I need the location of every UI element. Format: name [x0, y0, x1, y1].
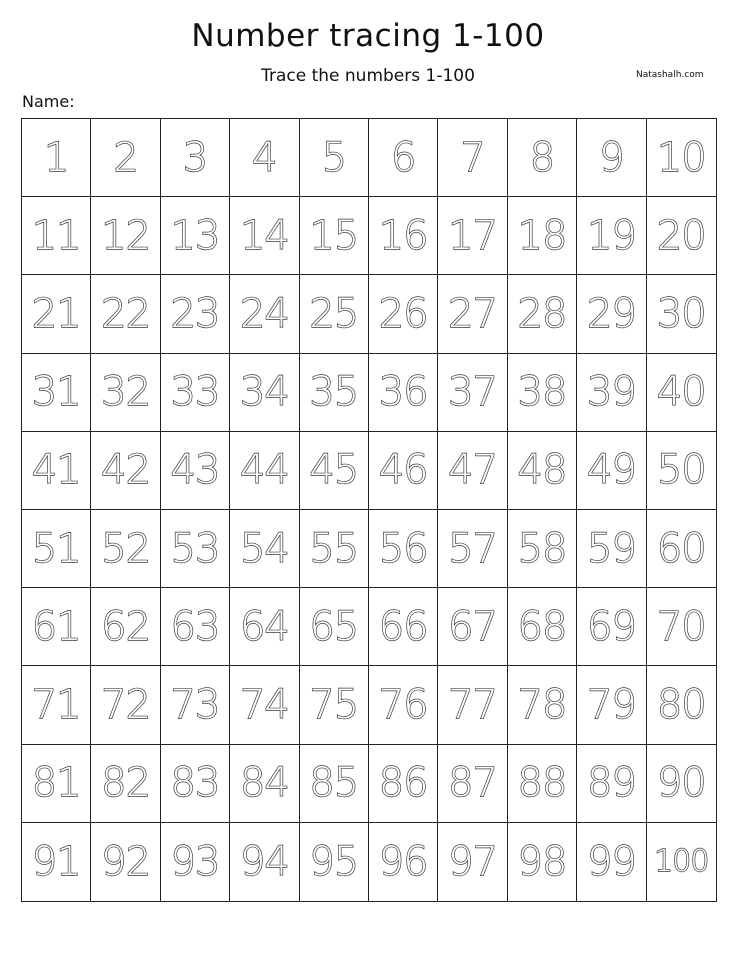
tracing-number: 77	[448, 681, 498, 728]
grid-cell	[577, 588, 646, 666]
grid-cell	[438, 197, 507, 275]
tracing-number: 96	[378, 838, 428, 885]
grid-cell	[300, 745, 369, 823]
grid-cell	[647, 510, 716, 588]
tracing-number: 16	[378, 212, 428, 259]
tracing-number: 98	[517, 838, 567, 885]
tracing-number: 23	[170, 290, 220, 337]
grid-cell	[91, 823, 160, 901]
tracing-number: 81	[31, 760, 81, 807]
grid-cell	[647, 745, 716, 823]
grid-cell	[647, 666, 716, 744]
grid-cell	[508, 354, 577, 432]
tracing-number: 15	[309, 212, 359, 259]
tracing-number: 76	[378, 681, 428, 728]
tracing-number: 32	[101, 369, 151, 416]
grid-cell	[508, 588, 577, 666]
tracing-number: 64	[239, 603, 289, 650]
grid-cell	[91, 666, 160, 744]
grid-cell	[577, 354, 646, 432]
tracing-number: 59	[586, 525, 636, 572]
grid-cell	[438, 510, 507, 588]
grid-cell	[230, 823, 299, 901]
grid-cell	[230, 432, 299, 510]
tracing-number: 97	[448, 838, 498, 885]
grid-cell	[647, 823, 716, 901]
tracing-number: 100	[654, 843, 709, 879]
grid-cell	[577, 119, 646, 197]
grid-cell	[369, 197, 438, 275]
name-label: Name:	[22, 92, 75, 111]
grid-cell	[647, 119, 716, 197]
tracing-number: 21	[31, 290, 81, 337]
tracing-number: 38	[517, 369, 567, 416]
grid-cell	[438, 275, 507, 353]
tracing-number: 14	[239, 212, 289, 259]
tracing-number: 33	[170, 369, 220, 416]
tracing-number: 51	[31, 525, 81, 572]
grid-cell	[508, 432, 577, 510]
tracing-number: 17	[448, 212, 498, 259]
grid-cell	[161, 666, 230, 744]
grid-cell	[369, 510, 438, 588]
tracing-number: 75	[309, 681, 359, 728]
tracing-number: 41	[31, 447, 81, 494]
grid-cell	[647, 354, 716, 432]
grid-cell	[230, 510, 299, 588]
grid-cell	[369, 354, 438, 432]
tracing-number: 26	[378, 290, 428, 337]
tracing-number: 47	[448, 447, 498, 494]
tracing-number: 10	[656, 134, 706, 181]
grid-cell	[22, 197, 91, 275]
grid-cell	[161, 432, 230, 510]
tracing-number: 5	[321, 134, 347, 181]
tracing-number: 43	[170, 447, 220, 494]
grid-cell	[577, 510, 646, 588]
grid-cell	[230, 354, 299, 432]
grid-cell	[300, 275, 369, 353]
grid-cell	[438, 823, 507, 901]
tracing-number: 62	[101, 603, 151, 650]
grid-cell	[438, 666, 507, 744]
tracing-number: 79	[586, 681, 636, 728]
tracing-number: 95	[309, 838, 359, 885]
tracing-number: 56	[378, 525, 428, 572]
grid-cell	[22, 275, 91, 353]
tracing-number: 52	[101, 525, 151, 572]
tracing-number: 86	[378, 760, 428, 807]
tracing-number: 50	[656, 447, 706, 494]
tracing-number: 68	[517, 603, 567, 650]
tracing-number: 35	[309, 369, 359, 416]
grid-cell	[161, 510, 230, 588]
page-subtitle: Trace the numbers 1-100	[261, 66, 475, 86]
tracing-number: 36	[378, 369, 428, 416]
tracing-number: 49	[586, 447, 636, 494]
grid-cell	[230, 197, 299, 275]
tracing-number: 88	[517, 760, 567, 807]
grid-cell	[369, 588, 438, 666]
grid-cell	[300, 432, 369, 510]
grid-cell	[647, 275, 716, 353]
tracing-number: 4	[252, 134, 277, 181]
tracing-number: 28	[517, 290, 567, 337]
tracing-number: 18	[517, 212, 567, 259]
grid-cell	[577, 666, 646, 744]
grid-cell	[22, 354, 91, 432]
grid-cell	[230, 588, 299, 666]
tracing-number: 19	[586, 212, 636, 259]
grid-cell	[91, 745, 160, 823]
grid-cell	[508, 197, 577, 275]
grid-cell	[300, 119, 369, 197]
tracing-number: 63	[170, 603, 220, 650]
tracing-number: 92	[101, 838, 151, 885]
tracing-number: 25	[309, 290, 359, 337]
grid-cell	[369, 666, 438, 744]
tracing-number: 3	[182, 134, 208, 181]
page-title: Number tracing 1-100	[191, 18, 545, 54]
grid-cell	[508, 666, 577, 744]
tracing-number: 90	[656, 760, 706, 807]
tracing-number: 42	[101, 447, 151, 494]
grid-cell	[161, 197, 230, 275]
grid-cell	[508, 119, 577, 197]
grid-cell	[91, 275, 160, 353]
tracing-number: 9	[599, 134, 624, 181]
tracing-number: 44	[239, 447, 289, 494]
tracing-number: 11	[31, 212, 81, 259]
grid-cell	[647, 432, 716, 510]
tracing-number: 24	[239, 290, 289, 337]
grid-cell	[161, 823, 230, 901]
tracing-number: 1	[43, 134, 69, 181]
grid-cell	[438, 745, 507, 823]
grid-cell	[161, 275, 230, 353]
tracing-number: 61	[31, 603, 81, 650]
source-credit: Natashalh.com	[636, 70, 704, 80]
grid-cell	[369, 275, 438, 353]
grid-cell	[577, 432, 646, 510]
tracing-number: 53	[170, 525, 220, 572]
tracing-number: 71	[31, 681, 81, 728]
grid-cell	[647, 588, 716, 666]
tracing-number: 72	[101, 681, 151, 728]
grid-cell	[300, 666, 369, 744]
grid-cell	[577, 745, 646, 823]
tracing-number: 85	[309, 760, 359, 807]
tracing-number: 99	[586, 838, 636, 885]
tracing-number: 89	[586, 760, 636, 807]
grid-cell	[230, 745, 299, 823]
tracing-number: 45	[309, 447, 359, 494]
tracing-number: 13	[170, 212, 220, 259]
tracing-number: 70	[656, 603, 706, 650]
grid-cell	[577, 275, 646, 353]
tracing-number: 39	[586, 369, 636, 416]
tracing-number: 57	[448, 525, 498, 572]
tracing-number: 78	[517, 681, 567, 728]
tracing-number: 58	[517, 525, 567, 572]
tracing-number: 6	[390, 134, 416, 181]
tracing-number: 73	[170, 681, 220, 728]
grid-cell	[161, 745, 230, 823]
grid-cell	[230, 666, 299, 744]
tracing-number: 83	[170, 760, 220, 807]
grid-cell	[22, 510, 91, 588]
grid-cell	[369, 432, 438, 510]
tracing-number: 29	[586, 290, 636, 337]
tracing-number: 91	[31, 838, 81, 885]
tracing-number: 94	[239, 838, 289, 885]
tracing-number: 82	[101, 760, 151, 807]
grid-cell	[438, 588, 507, 666]
grid-cell	[508, 745, 577, 823]
tracing-number: 31	[31, 369, 81, 416]
grid-cell	[91, 354, 160, 432]
tracing-number: 80	[656, 681, 706, 728]
grid-cell	[508, 823, 577, 901]
grid-cell	[22, 823, 91, 901]
tracing-number: 30	[656, 290, 706, 337]
grid-cell	[91, 119, 160, 197]
grid-cell	[161, 354, 230, 432]
grid-cell	[369, 745, 438, 823]
tracing-number: 55	[309, 525, 359, 572]
tracing-number: 74	[239, 681, 289, 728]
grid-cell	[300, 510, 369, 588]
tracing-number: 20	[656, 212, 706, 259]
grid-cell	[161, 119, 230, 197]
tracing-number: 27	[448, 290, 498, 337]
tracing-number: 22	[101, 290, 151, 337]
tracing-number: 48	[517, 447, 567, 494]
grid-cell	[438, 432, 507, 510]
grid-cell	[22, 119, 91, 197]
grid-cell	[91, 510, 160, 588]
grid-cell	[300, 354, 369, 432]
grid-cell	[22, 666, 91, 744]
grid-cell	[22, 745, 91, 823]
tracing-number: 65	[309, 603, 359, 650]
tracing-number: 40	[656, 369, 706, 416]
tracing-number: 69	[586, 603, 636, 650]
tracing-number: 34	[239, 369, 289, 416]
tracing-number: 87	[448, 760, 498, 807]
grid-cell	[438, 354, 507, 432]
tracing-number: 67	[448, 603, 498, 650]
grid-cell	[577, 823, 646, 901]
grid-cell	[508, 275, 577, 353]
grid-cell	[91, 588, 160, 666]
grid-cell	[22, 588, 91, 666]
tracing-number: 7	[460, 134, 485, 181]
grid-cell	[369, 119, 438, 197]
grid-cell	[91, 197, 160, 275]
grid-cell	[230, 119, 299, 197]
tracing-number: 37	[448, 369, 498, 416]
grid-cell	[161, 588, 230, 666]
grid-cell	[230, 275, 299, 353]
grid-cell	[300, 823, 369, 901]
grid-cell	[22, 432, 91, 510]
tracing-grid	[21, 118, 717, 902]
tracing-number: 8	[529, 134, 555, 181]
grid-cell	[577, 197, 646, 275]
grid-cell	[369, 823, 438, 901]
tracing-number: 66	[378, 603, 428, 650]
grid-cell	[508, 510, 577, 588]
grid-cell	[91, 432, 160, 510]
tracing-number: 2	[113, 134, 138, 181]
tracing-number: 12	[101, 212, 151, 259]
tracing-number: 46	[378, 447, 428, 494]
tracing-number: 84	[239, 760, 289, 807]
tracing-number: 60	[656, 525, 706, 572]
grid-cell	[300, 588, 369, 666]
grid-cell	[438, 119, 507, 197]
grid-cell	[647, 197, 716, 275]
tracing-number: 93	[170, 838, 220, 885]
tracing-number: 54	[239, 525, 289, 572]
grid-cell	[300, 197, 369, 275]
